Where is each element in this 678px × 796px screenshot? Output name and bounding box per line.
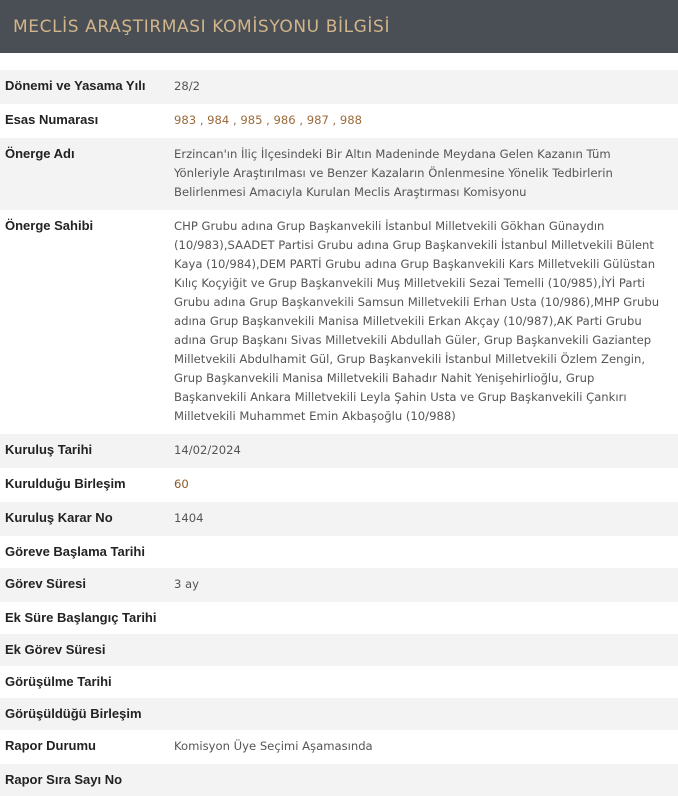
row-label: Esas Numarası	[5, 112, 99, 127]
row-onerge-sahibi	[0, 210, 678, 434]
row-kurulus-karar-no	[0, 502, 678, 536]
row-label: Göreve Başlama Tarihi	[5, 544, 145, 559]
row-kuruldugu-birlesim	[0, 468, 678, 502]
page-title: MECLİS ARAŞTIRMASI KOMİSYONU BİLGİSİ	[13, 16, 391, 37]
esas-numbers-link[interactable]: 983 , 984 , 985 , 986 , 987 , 988	[174, 113, 363, 127]
commission-info-table	[0, 70, 678, 796]
row-value: Komisyon Üye Seçimi Aşamasında	[174, 739, 373, 753]
row-esas-numarasi	[0, 104, 678, 138]
row-label: Görüşüldüğü Birleşim	[5, 706, 142, 721]
row-label: Kuruluş Karar No	[5, 510, 113, 525]
row-value: Erzincan'ın İliç İlçesindeki Bir Altın Madeninde Meydana Gelen Kazanın Tüm Yönleriyle Araştırılması ve Benzer Kazaların Önlenmesine Yönelik Tedbirlerin Belirlenmesi Amacıyla Kurulan Meclis Araştırması Komisyonu	[174, 147, 613, 199]
row-rapor-sira-sayi	[0, 764, 678, 796]
row-label: Rapor Durumu	[5, 738, 96, 753]
row-label: Görev Süresi	[5, 576, 86, 591]
row-label: Dönemi ve Yasama Yılı	[5, 78, 146, 93]
row-gorusulme-tarihi	[0, 666, 678, 698]
row-ek-sure-baslangic	[0, 602, 678, 634]
page-header	[0, 0, 678, 53]
row-value: 1404	[174, 511, 204, 525]
row-value: 14/02/2024	[174, 443, 241, 457]
row-label: Kurulduğu Birleşim	[5, 476, 126, 491]
row-kurulus-tarihi	[0, 434, 678, 468]
row-label: Önerge Adı	[5, 146, 75, 161]
row-ek-gorev-suresi	[0, 634, 678, 666]
row-label: Görüşülme Tarihi	[5, 674, 112, 689]
row-goreve-baslama	[0, 536, 678, 568]
row-label: Önerge Sahibi	[5, 218, 94, 233]
row-gorev-suresi	[0, 568, 678, 602]
row-value: CHP Grubu adına Grup Başkanvekili İstanbul Milletvekili Gökhan Günaydın (10/983),SAADET Partisi Grubu adına Grup Başkanvekili İstanbul Milletvekili Bülent Kaya (10/984),DEM PARTİ Grubu adına Grup Başkanvekili Kars Milletvekili Gülüstan Kılıç Koçyiğit ve Grup Başkanvekili Muş Milletvekili Sezai Temelli (10/985),İYİ Parti Grubu adına Grup Başkanvekili Samsun Milletvekili Erhan Usta (10/986),MHP Grubu adına Grup Başkanvekili Manisa Milletvekili Erkan Akçay (10/987),AK Parti Grubu adına Grup Başkanı Sivas Milletvekili Abdullah Güler, Grup Başkanvekili Gaziantep Milletvekili Abdulhamit Gül, Grup Başkanvekili İstanbul Milletvekili Özlem Zengin, Grup Başkanvekili Manisa Milletvekili Bahadır Nahit Yenişehirlioğlu, Grup Başkanvekili Ankara Milletvekili Leyla Şahin Usta ve Grup Başkanvekili Çankırı Milletvekili Muhammet Emin Akbaşoğlu (10/988)	[174, 219, 660, 423]
row-label: Kuruluş Tarihi	[5, 442, 93, 457]
row-donem	[0, 70, 678, 104]
row-onerge-adi	[0, 138, 678, 210]
row-label: Ek Süre Başlangıç Tarihi	[5, 610, 157, 625]
row-value: 3 ay	[174, 577, 200, 591]
row-value: 28/2	[174, 79, 201, 93]
row-rapor-durumu	[0, 730, 678, 764]
row-gorusuldugu-birlesim	[0, 698, 678, 730]
birlesim-link[interactable]: 60	[174, 477, 189, 491]
row-label: Ek Görev Süresi	[5, 642, 106, 657]
row-label: Rapor Sıra Sayı No	[5, 772, 123, 787]
